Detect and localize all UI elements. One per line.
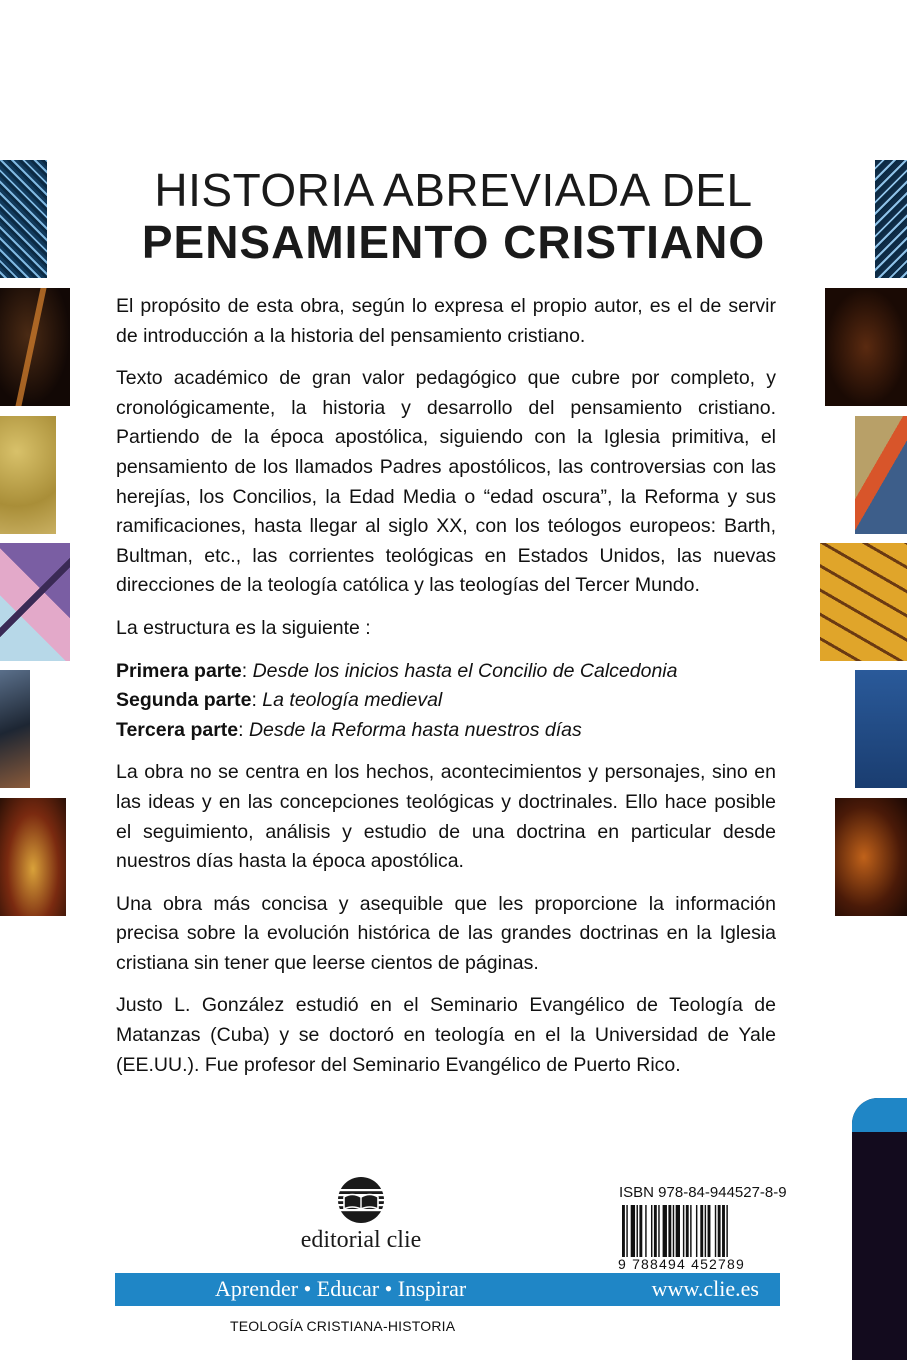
barcode-bar [622,1205,625,1257]
title-line-1: HISTORIA ABREVIADA DEL [154,164,753,216]
spine-tab [852,1098,907,1360]
barcode-bar [690,1205,691,1257]
barcode-bar [663,1205,667,1257]
part-3-desc: Desde la Reforma hasta nuestros días [248,718,582,741]
part-1-label: Primera parte [116,659,242,682]
tagline: Aprender • Educar • Inspirar [215,1276,467,1301]
publisher-logo [296,1175,426,1265]
paragraph-description: Texto académico de gran valor pedagógico que cubre por completo, y cronológicamente, la historia y desarrollo del pensamiento cristiano. Partiendo de la época apostólica, siguiendo con la Iglesia primitiva, el pensamiento de los llamados Padres apostólicos, las controversias con las herejías, los Concilios, la Edad Media o “edad oscura”, la Reforma y sus ramificaciones, hasta llegar al siglo XX, con los teólogos europeos: Barth, Bultman, etc., las corrientes teológicas en Estados Unidos, las nuevas direcciones de la teología católica y las teologías del Tercer Mundo. [116,367,776,597]
paragraph-purpose: El propósito de esta obra, según lo expresa el propio autor, es el de servir de introducción a la historia del pensamiento cristiano. [116,295,776,347]
mosaic-tile-right-4 [820,543,907,661]
mosaic-tile-left-3 [0,416,56,534]
barcode-bar [637,1205,638,1257]
category-label: TEOLOGÍA CRISTIANA-HISTORIA [230,1318,456,1334]
paragraph-structure-intro: La estructura es la siguiente : [116,616,371,639]
barcode-bar [631,1205,635,1257]
title-line-2: PENSAMIENTO CRISTIANO [141,216,766,268]
tagline-bar [115,1273,780,1306]
parts-list [116,657,776,746]
mosaic-tile-left-6 [0,798,66,916]
barcode-bar [654,1205,657,1257]
publisher-name: editorial clie [300,1227,422,1253]
part-1-sep: : [241,659,253,682]
back-cover-text [116,292,776,1093]
barcode-bar [639,1205,642,1257]
part-3-label: Tercera parte [116,718,239,741]
mosaic-tile-right-3 [855,416,907,534]
barcode-bar [696,1205,697,1257]
barcode-bar [718,1205,721,1257]
mosaic-tile-left-4 [0,543,70,661]
globe-book-icon [336,1175,386,1225]
barcode [620,1205,780,1257]
barcode-bar [626,1205,627,1257]
barcode-bar [668,1205,671,1257]
part-2-sep: : [251,689,263,712]
website-link[interactable]: www.clie.es [651,1276,759,1301]
barcode-bar [686,1205,689,1257]
barcode-bar [700,1205,703,1257]
part-1-desc: Desde los inicios hasta el Concilio de Calcedonia [252,659,678,682]
mosaic-tile-right-2 [825,288,907,406]
barcode-bar [722,1205,725,1257]
barcode-bar [673,1205,674,1257]
isbn-digits: 9 788494 452789 [618,1256,745,1272]
part-1 [116,660,677,682]
isbn-label: ISBN 978-84-944527-8-9 [619,1184,787,1201]
part-3 [116,719,582,741]
barcode-bar [683,1205,684,1257]
barcode-bar [645,1205,646,1257]
barcode-bar [715,1205,716,1257]
barcode-bar [651,1205,652,1257]
part-2-desc: La teología medieval [262,689,443,712]
mosaic-tile-left-5 [0,670,30,788]
barcode-bar [726,1205,727,1257]
paragraph-focus: La obra no se centra en los hechos, acontecimientos y personajes, sino en las ideas y en las concepciones teológicas y doctrinales. Ello hace posible el seguimiento, análisis y estudio de una doctrina en particular desde nuestros días hasta la época apostólica. [116,761,776,873]
barcode-bar [676,1205,680,1257]
part-2 [116,689,442,711]
part-3-sep: : [238,718,249,741]
mosaic-tile-right-6 [835,798,907,916]
barcode-bar [658,1205,659,1257]
part-2-label: Segunda parte [116,689,252,712]
mosaic-tile-left-2 [0,288,70,406]
paragraph-concise: Una obra más concisa y asequible que les proporcione la información precisa sobre la evolución histórica de las grandes doctrinas en la Iglesia cristiana sin tener que leerse cientos de páginas. [116,892,776,974]
paragraph-author-bio: Justo L. González estudió en el Seminario Evangélico de Teología de Matanzas (Cuba) y se doctoró en teología en el la Universidad de Yale (EE.UU.). Fue profesor del Seminario Evangélico de Puerto Rico. [116,994,776,1076]
mosaic-tile-right-5 [855,670,907,788]
barcode-bar [708,1205,711,1257]
barcode-bar [705,1205,706,1257]
